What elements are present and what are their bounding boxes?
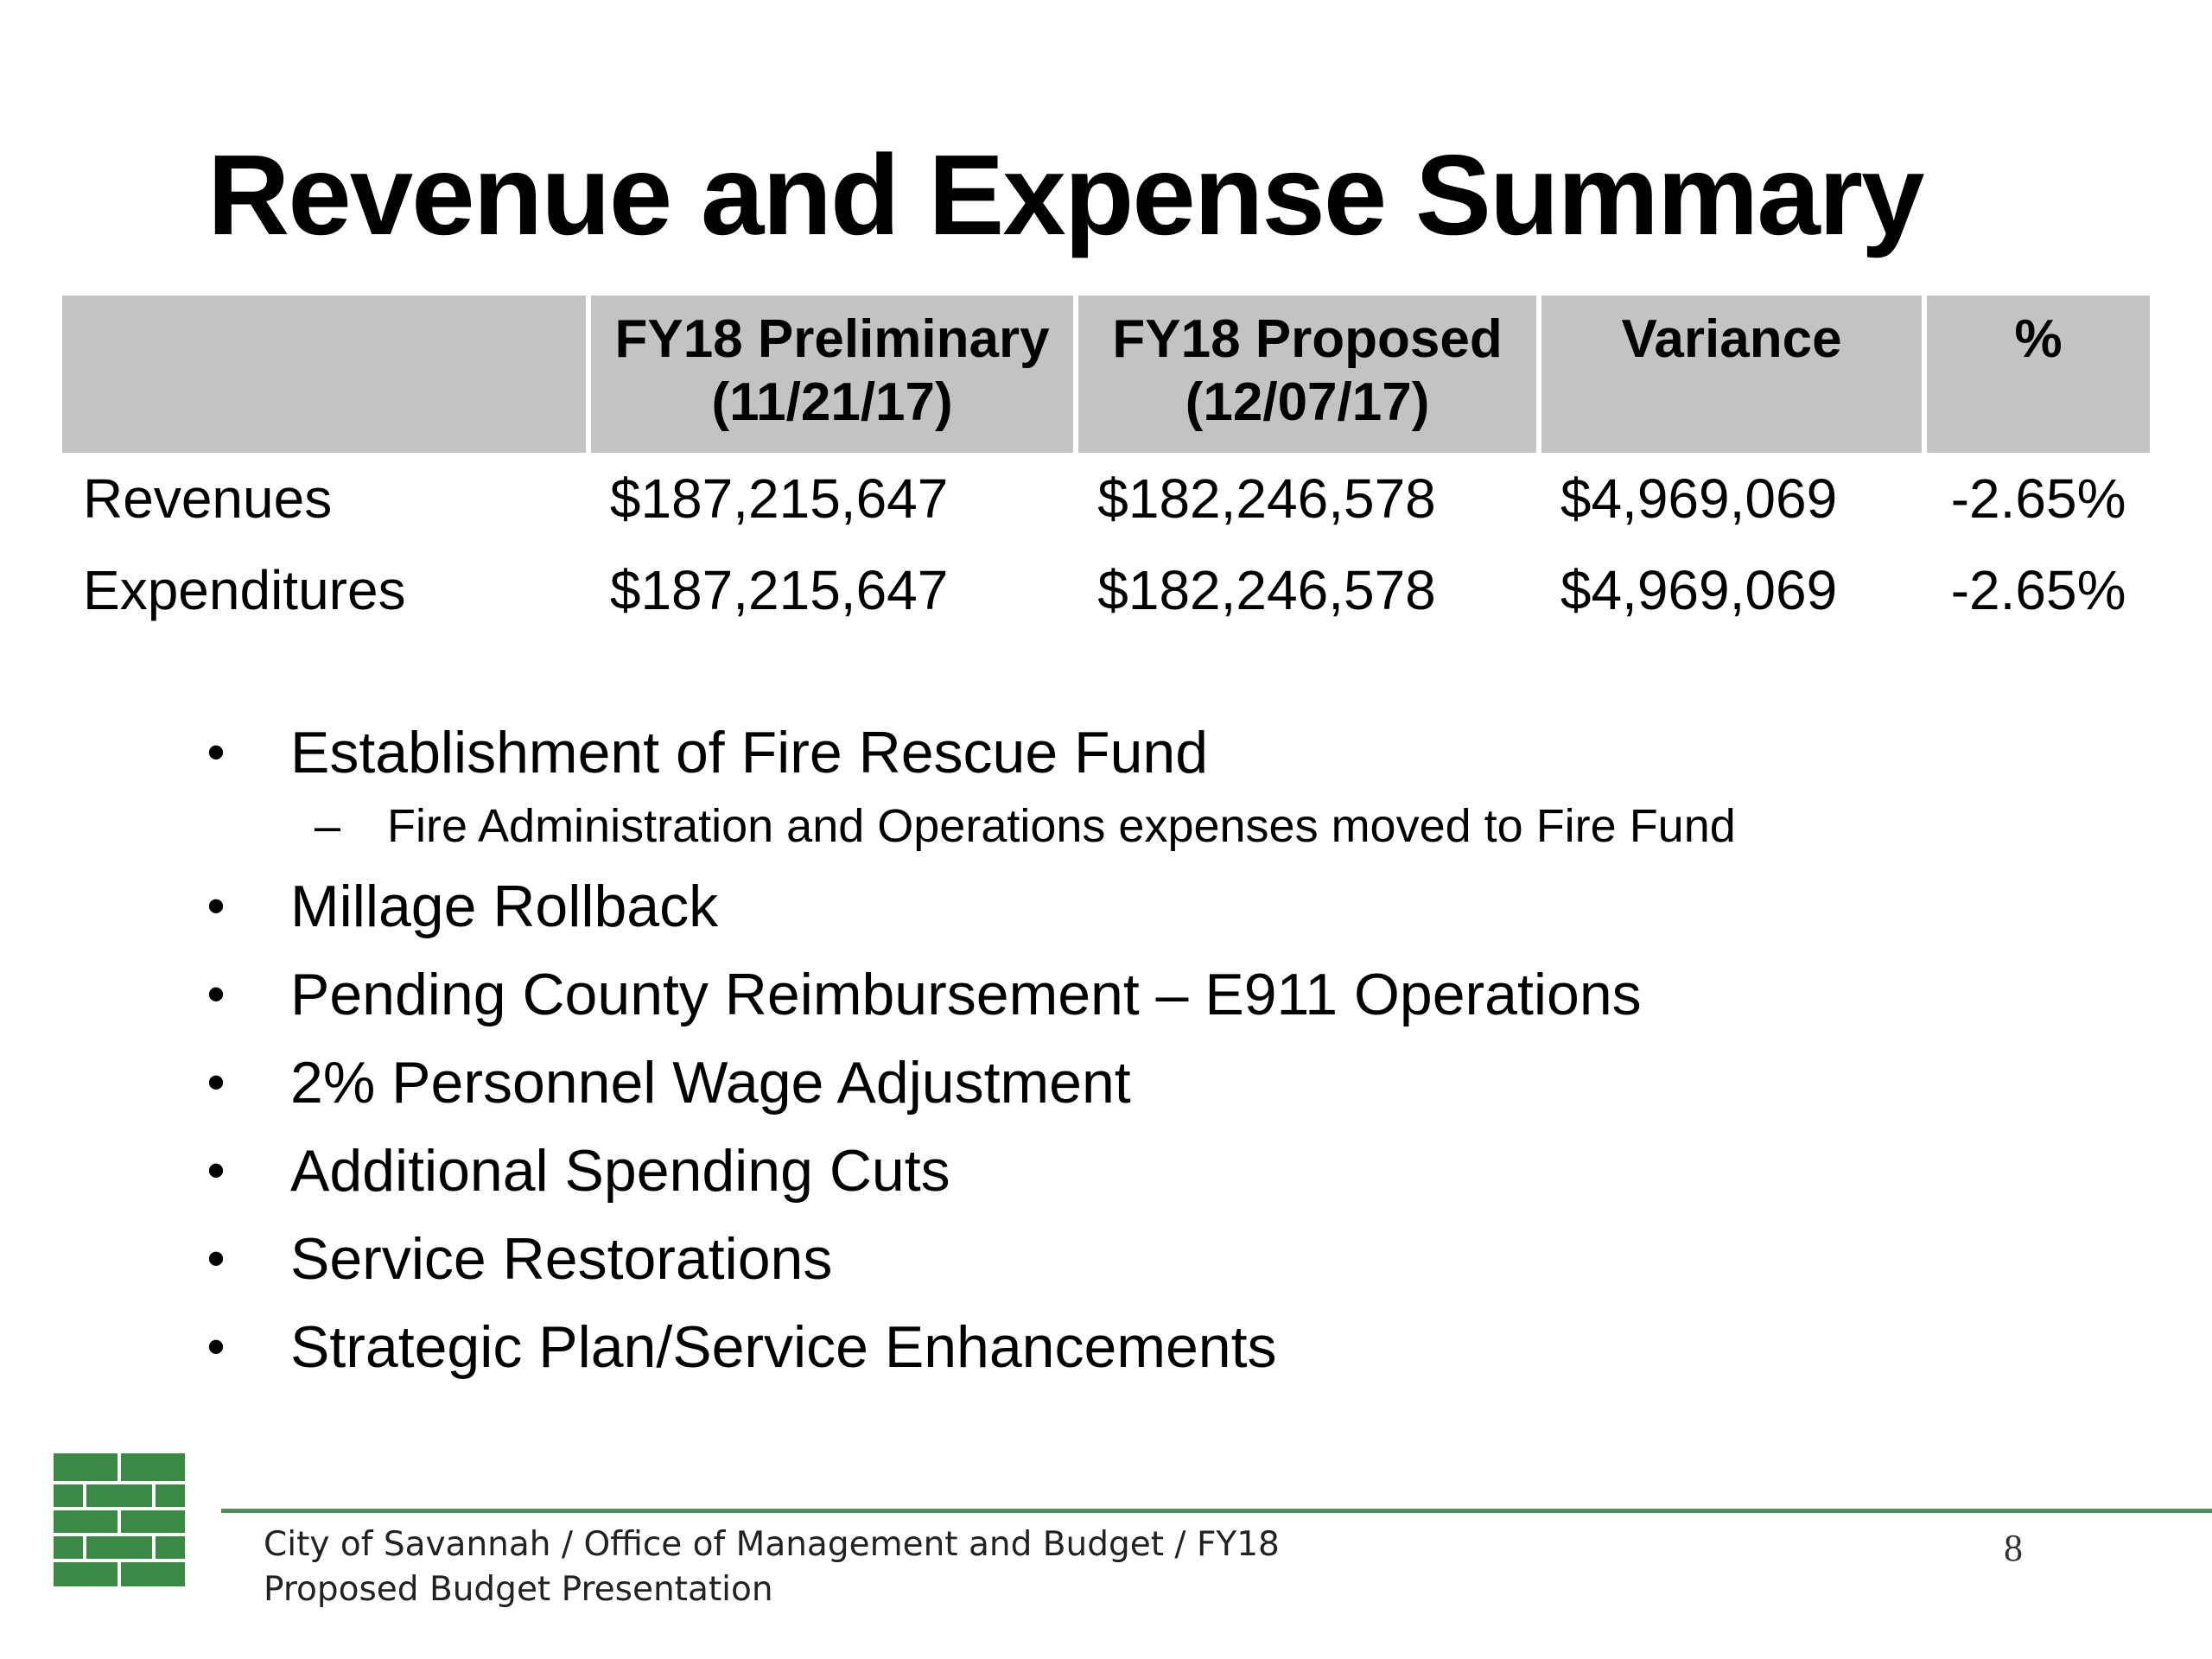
bullet-marker: • xyxy=(207,1053,226,1111)
header-line: FY18 Preliminary xyxy=(614,309,1050,369)
bullet-item xyxy=(199,1127,1736,1215)
table-row-revenues xyxy=(62,453,2150,544)
header-line: FY18 Proposed xyxy=(1112,309,1503,369)
column-header-variance xyxy=(1541,296,1922,453)
bullet-marker: • xyxy=(207,965,226,1023)
cell-preliminary: $187,215,647 xyxy=(609,467,949,530)
cell-variance: $4,969,069 xyxy=(1560,559,1838,621)
cell-preliminary: $187,215,647 xyxy=(609,559,949,621)
table-row-expenditures xyxy=(62,544,2150,636)
column-header-blank xyxy=(62,296,586,453)
header-line: Variance xyxy=(1621,309,1842,369)
cell-proposed: $182,246,578 xyxy=(1097,559,1436,621)
bullet-text: Service Restorations xyxy=(290,1226,833,1292)
column-header-proposed xyxy=(1078,296,1536,453)
footer-divider xyxy=(221,1509,2212,1513)
bullet-marker: • xyxy=(207,1230,226,1287)
bullet-item xyxy=(199,1303,1736,1391)
header-line: (12/07/17) xyxy=(1185,372,1430,433)
sub-bullet-item xyxy=(199,791,1736,861)
page-number: 8 xyxy=(2004,1527,2023,1569)
row-label: Expenditures xyxy=(83,559,406,621)
bullet-text: Pending County Reimbursement – E911 Operations xyxy=(290,962,1642,1027)
header-line: (11/21/17) xyxy=(711,372,953,433)
green-brick-wall-icon xyxy=(54,1453,185,1586)
bullet-text: Millage Rollback xyxy=(290,874,719,939)
footer-text: City of Savannah / Office of Management and Budget / FY18 Proposed Budget Presentation xyxy=(264,1525,1280,1609)
bullet-item xyxy=(199,862,1736,950)
bullet-marker: • xyxy=(207,877,226,935)
bullet-list xyxy=(199,709,1736,1391)
bullet-text: 2% Personnel Wage Adjustment xyxy=(290,1050,1131,1116)
cell-percent: -2.65% xyxy=(1950,467,2126,530)
bullet-item xyxy=(199,1215,1736,1303)
bullet-item xyxy=(199,709,1736,797)
bullet-marker: • xyxy=(207,1141,226,1199)
slide-title: Revenue and Expense Summary xyxy=(207,131,1923,258)
column-header-percent xyxy=(1927,296,2150,453)
row-label: Revenues xyxy=(83,467,333,530)
sub-bullet-text: Fire Administration and Operations expenses moved to Fire Fund xyxy=(387,800,1736,852)
cell-proposed: $182,246,578 xyxy=(1097,467,1436,530)
bullet-marker: • xyxy=(207,1318,226,1376)
bullet-text: Establishment of Fire Rescue Fund xyxy=(290,720,1209,785)
sub-bullet-marker: – xyxy=(315,800,341,852)
bullet-marker: • xyxy=(207,723,226,781)
header-line: % xyxy=(2014,309,2063,369)
table-header-row xyxy=(62,296,2150,453)
revenue-expense-table xyxy=(57,296,2155,636)
bullet-item xyxy=(199,1039,1736,1127)
cell-percent: -2.65% xyxy=(1950,559,2126,621)
cell-variance: $4,969,069 xyxy=(1560,467,1838,530)
column-header-preliminary xyxy=(591,296,1073,453)
bullet-item xyxy=(199,950,1736,1039)
bullet-text: Strategic Plan/Service Enhancements xyxy=(290,1314,1277,1380)
bullet-text: Additional Spending Cuts xyxy=(290,1138,950,1204)
